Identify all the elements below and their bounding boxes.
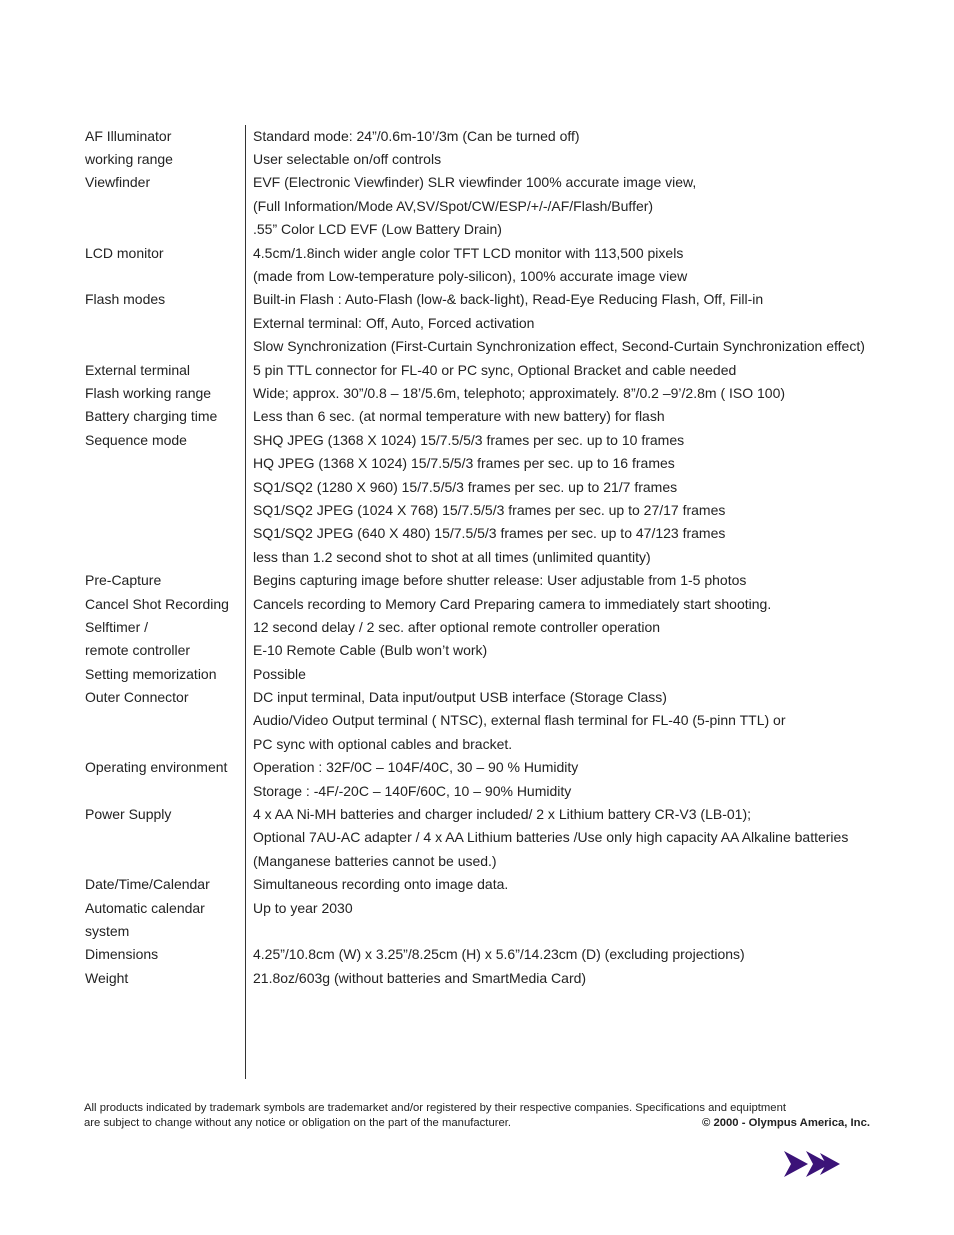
spec-row [85,896,885,919]
spec-value: less than 1.2 second shot to shot at all times (unlimited quantity) [253,548,651,565]
spec-value: SQ1/SQ2 JPEG (640 X 480) 15/7.5/5/3 frames per sec. up to 47/123 frames [253,525,726,542]
footer-disclaimer-1: All products indicated by trademark symbols are trademarket and/or registered by their respective companies. Specifications and equiptment [84,1102,787,1114]
spec-label: LCD monitor [85,244,164,261]
double-chevron-right-icon[interactable] [782,1149,842,1179]
spec-row [85,639,885,662]
spec-value: Up to year 2030 [253,899,353,916]
spec-row [85,358,885,381]
spec-row [85,685,885,708]
spec-row [85,241,885,264]
spec-row [85,522,885,545]
spec-row [85,475,885,498]
spec-label: Outer Connector [85,689,189,706]
spec-value: 21.8oz/603g (without batteries and SmartMedia Card) [253,969,587,986]
spec-row [85,171,885,194]
spec-label: Operating environment [85,759,228,776]
spec-label: Dimensions [85,946,159,963]
spec-label: remote controller [85,642,191,659]
spec-row [85,802,885,825]
spec-value: 4 x AA Ni-MH batteries and charger included/ 2 x Lithium battery CR-V3 (LB-01); [253,806,751,823]
spec-value: E-10 Remote Cable (Bulb won’t work) [253,642,488,659]
spec-row [85,779,885,802]
spec-label: system [85,922,130,939]
spec-value: SQ1/SQ2 (1280 X 960) 15/7.5/5/3 frames per sec. up to 21/7 frames [253,478,678,495]
spec-value: 4.5cm/1.8inch wider angle color TFT LCD monitor with 113,500 pixels [253,244,684,261]
copyright-notice: © 2000 - Olympus America, Inc. [701,1117,870,1129]
spec-value: .55” Color LCD EVF (Low Battery Drain) [253,221,502,238]
spec-label: Date/Time/Calendar [85,876,210,893]
spec-value: SQ1/SQ2 JPEG (1024 X 768) 15/7.5/5/3 frames per sec. up to 27/17 frames [253,501,726,518]
spec-label: Viewfinder [85,174,151,191]
spec-label: working range [85,151,173,168]
spec-value: 12 second delay / 2 sec. after optional remote controller operation [253,618,661,635]
spec-value: PC sync with optional cables and bracket. [253,735,513,752]
spec-value: Audio/Video Output terminal ( NTSC), external flash terminal for FL-40 (5-pinn TTL) or [253,712,786,729]
spec-row [85,615,885,638]
spec-value: Possible [253,665,306,682]
column-divider [245,125,246,1079]
spec-row [85,498,885,521]
spec-label: Selftimer / [85,618,149,635]
spec-value: 5 pin TTL connector for FL-40 or PC sync, Optional Bracket and cable needed [253,361,737,378]
spec-row [85,124,885,147]
spec-row [85,849,885,872]
spec-label: Battery charging time [85,408,218,425]
spec-row [85,919,885,942]
spec-row [85,147,885,170]
spec-row [85,873,885,896]
spec-row [85,709,885,732]
spec-label: Power Supply [85,806,172,823]
spec-value: 4.25”/10.8cm (W) x 3.25”/8.25cm (H) x 5.6”/14.23cm (D) (excluding projections) [253,946,745,963]
spec-value: Built-in Flash : Auto-Flash (low-& back-light), Read-Eye Reducing Flash, Off, Fill-in [253,291,764,308]
spec-row [85,381,885,404]
spec-value: Standard mode: 24”/0.6m-10’/3m (Can be turned off) [253,127,580,144]
spec-row [85,405,885,428]
spec-row [85,288,885,311]
spec-value: User selectable on/off controls [253,151,442,168]
spec-value: Operation : 32F/0C – 104F/40C, 30 – 90 % Humidity [253,759,579,776]
spec-value: HQ JPEG (1368 X 1024) 15/7.5/5/3 frames per sec. up to 16 frames [253,455,675,472]
footer-line-2 [84,1116,870,1131]
spec-label: Flash modes [85,291,166,308]
spec-value: DC input terminal, Data input/output USB interface (Storage Class) [253,689,667,706]
spec-value: Begins capturing image before shutter release: User adjustable from 1-5 photos [253,572,747,589]
spec-value: SHQ JPEG (1368 X 1024) 15/7.5/5/3 frames per sec. up to 10 frames [253,431,685,448]
spec-label: Weight [85,969,129,986]
spec-value: Simultaneous recording onto image data. [253,876,509,893]
spec-row [85,264,885,287]
spec-value: Wide; approx. 30”/0.8 – 18’/5.6m, telephoto; approximately. 8”/0.2 –9’/2.8m ( ISO 100) [253,384,786,401]
spec-value: (made from Low-temperature poly-silicon), 100% accurate image view [253,268,688,285]
spec-row [85,966,885,989]
spec-label: Pre-Capture [85,572,162,589]
spec-row [85,428,885,451]
spec-label: AF Illuminator [85,127,172,144]
spec-row [85,545,885,568]
spec-value: Slow Synchronization (First-Curtain Synchronization effect, Second-Curtain Synchronization effect) [253,338,865,355]
spec-label: Sequence mode [85,431,187,448]
spec-value: Less than 6 sec. (at normal temperature with new battery) for flash [253,408,665,425]
spec-value: Optional 7AU-AC adapter / 4 x AA Lithium batteries /Use only high capacity AA Alkaline batteries [253,829,849,846]
footer [84,1101,870,1131]
spec-row [85,826,885,849]
spec-row [85,592,885,615]
spec-row [85,335,885,358]
footer-line-1 [84,1101,870,1116]
spec-value: (Full Information/Mode AV,SV/Spot/CW/ESP/+/-/AF/Flash/Buffer) [253,197,654,214]
spec-label: Setting memorization [85,665,217,682]
spec-value: Storage : -4F/-20C – 140F/60C, 10 – 90% Humidity [253,782,572,799]
spec-row [85,732,885,755]
spec-row [85,311,885,334]
spec-row [85,451,885,474]
spec-label: Automatic calendar [85,899,205,916]
spec-row [85,943,885,966]
spec-row [85,662,885,685]
spec-value: External terminal: Off, Auto, Forced activation [253,314,535,331]
spec-table [85,124,885,989]
spec-label: Flash working range [85,384,212,401]
spec-value: Cancels recording to Memory Card Preparing camera to immediately start shooting. [253,595,772,612]
spec-value: (Manganese batteries cannot be used.) [253,852,497,869]
spec-value: EVF (Electronic Viewfinder) SLR viewfinder 100% accurate image view, [253,174,697,191]
footer-disclaimer-2: are subject to change without any notice or obligation on the part of the manufacturer. [84,1117,512,1129]
spec-row [85,568,885,591]
chevron-1 [784,1151,808,1177]
spec-row [85,194,885,217]
spec-label: Cancel Shot Recording [85,595,229,612]
spec-label: External terminal [85,361,191,378]
spec-row [85,218,885,241]
spec-row [85,756,885,779]
